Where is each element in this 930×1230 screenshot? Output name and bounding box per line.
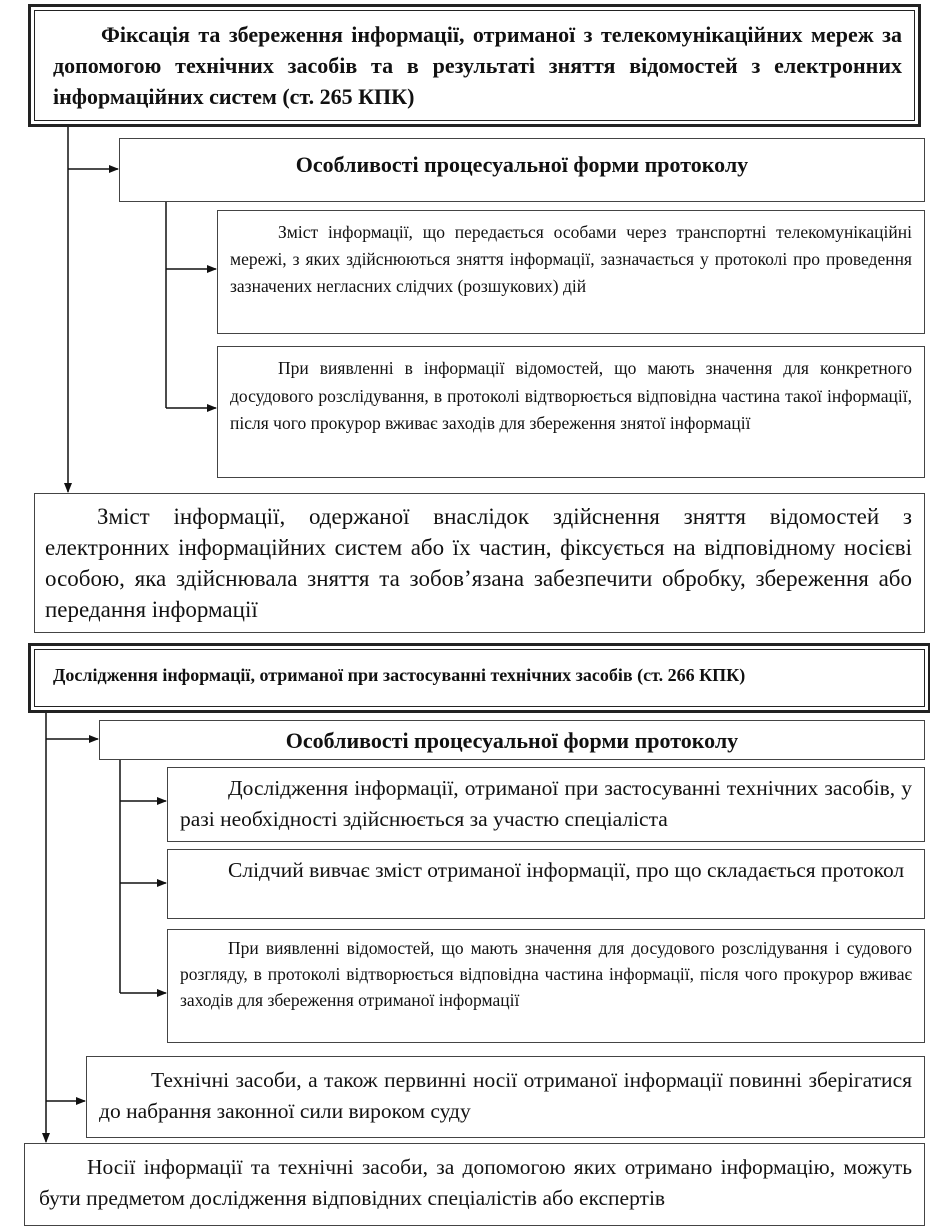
section1-item-text-1: Зміст інформації, що передається особами через транспортні телекомунікаційні мережі, з яких здійснюються зняття інформації, зазначається у протоколі про проведення зазначених негласних слідчих (розшукових) дій bbox=[230, 222, 912, 296]
section2-item-box-1 bbox=[167, 767, 925, 842]
section2-subheading-text: Особливості процесуальної форми протоколу bbox=[285, 728, 739, 753]
section2-item-text-2: Слідчий вивчає зміст отриманої інформації, про що складається протокол bbox=[228, 858, 905, 882]
section1-bottom-box bbox=[34, 493, 925, 633]
section1-header-box bbox=[28, 4, 921, 127]
section2-item-box-3 bbox=[167, 929, 925, 1043]
section1-item-box-1 bbox=[217, 210, 925, 334]
section2-storage-box bbox=[86, 1056, 925, 1138]
section1-item-text-2: При виявленні в інформації відомостей, що мають значення для конкретного досудового розслідування, в протоколі відтворюється відповідна частина такої інформації, після чого прокурор вживає заходів для збереження знятої інформації bbox=[230, 358, 912, 433]
section1-item-box-2 bbox=[217, 346, 925, 478]
section2-item-text-1: Дослідження інформації, отриманої при застосуванні технічних засобів, у разі необхідності здійснюється за участю спеціаліста bbox=[180, 776, 912, 831]
section1-bottom-text: Зміст інформації, одержаної внаслідок здійснення зняття відомостей з електронних інформаційних систем або їх частин, фіксується на відповідному носієві особою, яка здійснювала зняття та зобов’язана забезпечити обробку, збереження або передання інформації bbox=[45, 504, 912, 622]
section1-header-text: Фіксація та збереження інформації, отриманої з телекомунікаційних мереж за допомогою технічних засобів та в результаті зняття відомостей з електронних інформаційних систем (ст. 265 КПК) bbox=[53, 22, 902, 109]
section2-storage-text: Технічні засоби, а також первинні носії отриманої інформації повинні зберігатися до набрання законної сили вироком суду bbox=[99, 1068, 912, 1123]
section2-header-text: Дослідження інформації, отриманої при застосуванні технічних засобів (ст. 266 КПК) bbox=[53, 665, 746, 685]
section2-header-box bbox=[28, 643, 930, 713]
section2-subheading-box bbox=[99, 720, 925, 760]
section2-item-box-2 bbox=[167, 849, 925, 919]
section1-subheading-text: Особливості процесуальної форми протоколу bbox=[295, 152, 749, 177]
section2-item-text-3: При виявленні відомостей, що мають значення для досудового розслідування і судового розгляду, в протоколі відтворюється відповідна частина інформації, після чого прокурор вживає заходів для збереження отриманої інформації bbox=[180, 938, 912, 1010]
section2-bottom-text: Носії інформації та технічні засоби, за допомогою яких отримано інформацію, можуть бути предметом дослідження відповідних спеціалістів або експертів bbox=[39, 1155, 912, 1210]
section2-bottom-box bbox=[24, 1143, 925, 1226]
section1-subheading-box bbox=[119, 138, 925, 202]
